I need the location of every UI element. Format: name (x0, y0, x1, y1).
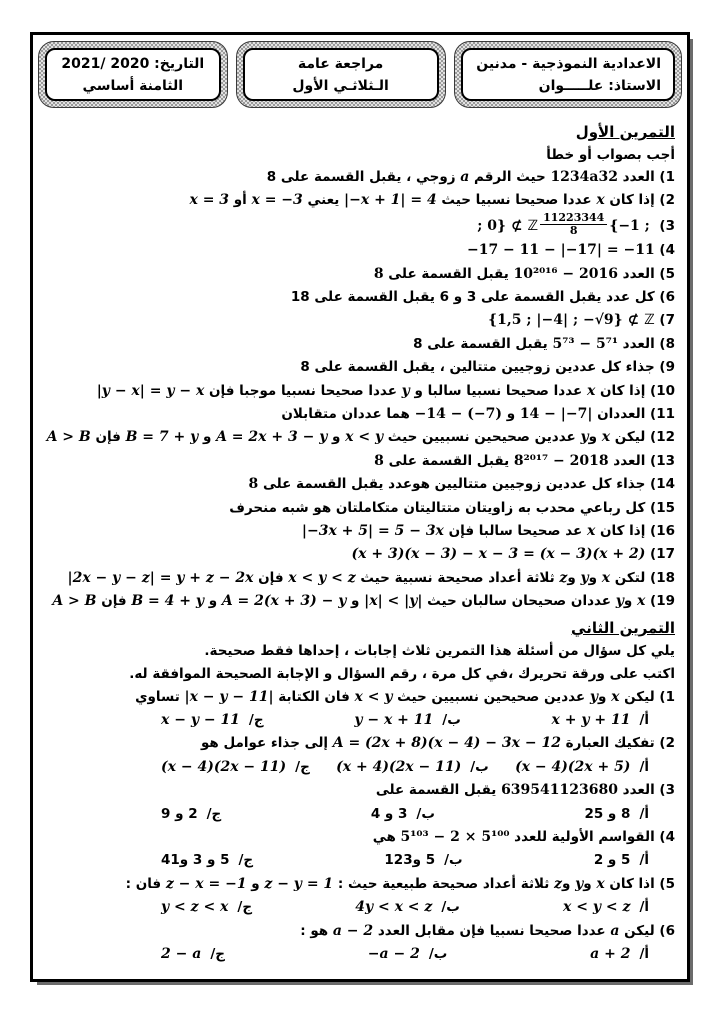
math-segment: 8²⁰¹⁷ − 2018 (513, 452, 609, 469)
text-segment: 11) العددان (592, 405, 675, 422)
option-label: ب/ (444, 852, 463, 869)
text-segment: 19) (645, 593, 675, 610)
text-segment: إلى جذاء عوامل هو (200, 735, 333, 752)
exercise1-item-13 (43, 450, 675, 473)
exercise2-question-1-options (43, 709, 675, 732)
math-segment: |−3x + 5| = 5 − 3x (301, 522, 444, 539)
exercise1-subtitle: أجب بصواب أو خطأ (546, 147, 675, 163)
exercise1-item-15 (43, 497, 675, 520)
text-segment: 5 و123 (384, 852, 436, 869)
text-segment: عددين صحيحين نسبيين حيث (392, 688, 590, 705)
math-segment: x (596, 875, 605, 892)
math-segment: x + y + 11 (551, 712, 631, 728)
math-segment: A > B (52, 593, 97, 610)
math-segment: a (610, 922, 620, 939)
text-segment: هما عددان متقابلان (281, 405, 415, 422)
text-segment: عددا صحيحا نسبيا فإن مقابل العدد (373, 922, 611, 939)
option-label: ب/ (428, 946, 448, 963)
text-segment: و (567, 569, 581, 586)
text-segment: 1) العدد (617, 169, 675, 185)
answer-option (371, 803, 435, 826)
text-segment: 6) ليكن (619, 922, 675, 939)
option-label: أ/ (639, 946, 649, 963)
fraction-numerator: 11223344 (540, 213, 607, 226)
exercise2-questions (43, 686, 675, 967)
option-label: أ/ (639, 758, 649, 775)
exercise2-question-4 (43, 826, 675, 849)
text-segment: 12) ليكن (610, 429, 675, 446)
math-segment: x (601, 569, 611, 586)
math-segment: 2 − a (161, 946, 202, 963)
math-segment: x (586, 382, 596, 399)
math-segment: A = (2x + 8)(x − 4) − 3x − 12 (332, 735, 561, 752)
option-label: ج/ (210, 946, 225, 963)
math-segment: x = 3 (189, 192, 230, 209)
text-segment: يقبل القسمة على (375, 782, 502, 799)
math-segment: x < y (354, 688, 393, 705)
exercise1-item-6 (43, 286, 675, 309)
math-segment: z − y = 1 (264, 875, 334, 892)
text-segment: حيث الرقم (469, 169, 551, 185)
exercise1-item-5 (43, 263, 675, 286)
text-segment: عددا صحيحا نسبيا حيث (436, 192, 597, 209)
answer-option (584, 803, 649, 826)
answer-option (368, 943, 448, 966)
text-segment: 4) القواسم الأولية للعدد (509, 829, 675, 846)
exercise1-item-4 (43, 239, 675, 262)
math-segment: (x + 3)(x − 3) − x − 3 = (x − 3)(x + 2) (351, 546, 646, 563)
math-segment: z (559, 569, 568, 586)
exercise2-question-3-options (43, 803, 675, 826)
answer-option (161, 803, 221, 826)
math-segment: 8 (373, 265, 384, 282)
math-segment: ; 0} ⊄ ℤ (472, 217, 539, 234)
math-segment: x (586, 522, 596, 539)
text-segment: 5) اذا كان (604, 875, 675, 892)
math-segment: |−x + 1| = 4 (344, 192, 437, 209)
exercise1-item-19 (43, 590, 675, 613)
exercise1-item-12 (43, 426, 675, 449)
school-name: الاعدادية النموذجية - مدنين (476, 56, 661, 72)
math-segment: x < y < z (288, 569, 356, 586)
option-label: ب/ (470, 758, 489, 775)
math-segment: {−1 ; (609, 217, 655, 234)
math-segment: a − 2 (332, 922, 374, 939)
exercise1-item-1 (43, 166, 675, 189)
text-segment: عد صحيحا سالبا فإن (443, 522, 587, 539)
math-segment: y (589, 688, 598, 705)
option-label: ج/ (206, 805, 222, 822)
text-segment: 2) إذا كان (604, 192, 675, 209)
option-label: ج/ (248, 712, 264, 728)
answer-option (552, 709, 649, 732)
text-segment: عددين صحيحين نسبيين حيث (383, 429, 581, 446)
math-segment: x (596, 192, 605, 209)
math-segment: 8 (374, 452, 384, 469)
exam-body (33, 112, 687, 966)
exercise1-item-17 (43, 543, 675, 566)
text-segment: و (583, 875, 597, 892)
fraction-denominator: 8 (569, 224, 578, 238)
text-segment: 5) العدد (617, 265, 675, 282)
math-segment: y − x + 11 (354, 712, 434, 728)
text-segment: 6) كل عدد يقبل القسمة على 3 و 6 يقبل القسمة على 18 (290, 288, 675, 305)
exercise1-item-18 (43, 567, 675, 590)
exercise1-item-2 (43, 189, 675, 212)
text-segment: 5 و 3 و41 (161, 852, 230, 869)
math-segment: 5⁷³ − 5⁷¹ (552, 335, 618, 352)
math-segment: A = 2x + 3 − y (216, 429, 328, 446)
text-segment: فان الكتابة (273, 688, 355, 705)
math-segment: (x − 4)(2x − 11) (161, 758, 287, 775)
math-segment: y (575, 875, 584, 892)
math-segment: z (554, 875, 562, 892)
text-segment: فان : (125, 875, 166, 892)
exercise2-instruction-1: يلي كل سؤال من أسئلة هذا التمرين ثلاث إجابات ، إحداها فقط صحيحة. (204, 642, 675, 659)
teacher-name: الاستاذ: علـــــوان (538, 78, 661, 94)
option-label: أ/ (639, 852, 649, 869)
text-segment: 15) كل رباعي محدب به زاويتان متتاليتان متكاملتان هو شبه منحرف (229, 499, 675, 516)
option-label: أ/ (639, 712, 649, 728)
math-segment: 1234a32 (550, 169, 618, 185)
math-segment: |2x − y − z| = y + z − 2x (67, 569, 254, 586)
text-segment: و (502, 405, 520, 422)
text-segment: 10) إذا كان (595, 382, 675, 399)
exercise2-question-5 (43, 873, 675, 896)
text-segment: 16) إذا كان (595, 522, 675, 539)
text-segment: يعني (302, 192, 345, 209)
option-label: ب/ (441, 899, 460, 916)
math-segment: x < y (345, 429, 384, 446)
answer-option (355, 896, 460, 919)
text-segment: و (198, 429, 217, 446)
answer-option (515, 756, 649, 779)
answer-option (161, 756, 310, 779)
exercise1-item-8 (43, 333, 675, 356)
text-segment: 14) جذاء كل عددين زوجيين متتاليين هوعدد يقبل القسمة على (258, 476, 675, 493)
text-segment: 1) ليكن (619, 688, 675, 705)
text-segment: و (246, 875, 265, 892)
text-segment: هي (372, 829, 401, 846)
math-segment: y (580, 569, 589, 586)
answer-option (384, 849, 462, 872)
text-segment: و (562, 875, 576, 892)
option-label: ج/ (237, 899, 253, 916)
exercise2-question-6 (43, 920, 675, 943)
header (33, 35, 687, 112)
exercise2-question-5-options (43, 896, 675, 919)
grade-label: الثامنة أساسي (82, 78, 184, 94)
text-segment: يقبل القسمة على (383, 452, 514, 469)
math-segment: 10²⁰¹⁶ − 2016 (513, 265, 618, 282)
math-segment: (x − 4)(2x + 5) (515, 758, 631, 775)
text-segment: و (346, 593, 365, 610)
exercise1-item-7 (43, 309, 675, 332)
text-segment: و (623, 593, 637, 610)
text-segment: 8) العدد (617, 335, 675, 352)
math-segment: y (401, 382, 410, 399)
trimester-label: الـثلاثـي الأول (292, 78, 389, 94)
text-segment: 8 و 25 (584, 805, 631, 822)
math-segment: 5¹⁰³ − 2 × 5¹⁰⁰ (400, 829, 510, 846)
exercise1-item-9 (43, 356, 675, 379)
text-segment: 3) (654, 217, 675, 234)
text-segment: 2 و 9 (161, 805, 198, 822)
math-segment: A = 2(x + 3) − y (221, 593, 347, 610)
text-segment: يقبل القسمة على 8 (413, 335, 553, 352)
exercise2-title: التمرين الثاني (571, 618, 675, 637)
text-segment: هو : (300, 922, 333, 939)
exercise2-question-2-options (43, 756, 675, 779)
text-segment: أو (229, 192, 252, 209)
math-segment: y < z < x (161, 899, 229, 916)
text-segment: 5 و 2 (593, 852, 631, 869)
text-segment: 9) جذاء كل عددين زوجيين متتالين ، يقبل القسمة على 8 (300, 359, 675, 376)
header-box-school (454, 41, 682, 108)
text-segment: 2) تفكيك العبارة (560, 735, 675, 752)
option-label: ب/ (442, 712, 461, 728)
math-segment: B = 7 + y (125, 429, 199, 446)
math-segment: y (580, 429, 589, 446)
exercise1-item-11 (43, 403, 675, 426)
exercise2-instruction-2: اكتب على ورقة تحريرك ،في كل مرة ، رقم السؤال و الإجابة الصحيحة الموافقة له. (129, 665, 675, 682)
math-segment: 8 (248, 476, 259, 493)
answer-option (161, 943, 225, 966)
answer-option (161, 849, 253, 872)
math-segment: −a − 2 (367, 946, 420, 963)
text-segment: 13) العدد (608, 452, 675, 469)
option-label: ج/ (238, 852, 254, 869)
text-segment: فإن (253, 569, 289, 586)
text-segment: 18) لتكن (610, 569, 675, 586)
text-segment: 4) (654, 242, 675, 259)
review-title: مراجعة عامة (297, 56, 384, 72)
exercise1-lines (43, 166, 675, 614)
math-segment: {1,5 ; |−4| ; −√9} ⊄ ℤ (488, 312, 655, 329)
exercise1-item-16 (43, 520, 675, 543)
exercise2-question-6-options (43, 943, 675, 966)
text-segment: 3 و 4 (370, 805, 408, 822)
text-segment: ثلاثة أعداد صحيحة طبيعية حيث : (333, 875, 555, 892)
text-segment: و (597, 688, 612, 705)
text-segment: 3) العدد (617, 782, 675, 799)
date-label: التاريخ: 2020 /2021 (61, 56, 205, 72)
math-segment: −14 − (−7) (414, 405, 503, 422)
exercise2-question-4-options (43, 849, 675, 872)
text-segment: عددان صحيحان سالبان حيث (422, 593, 616, 610)
math-segment: x < y < z (563, 899, 631, 916)
math-segment: (x + 4)(2x − 11) (336, 758, 462, 775)
math-segment: x (611, 688, 620, 705)
exercise2-question-1 (43, 686, 675, 709)
text-segment: عددا صحيحا نسبيا سالبا و (409, 382, 587, 399)
header-box-review (236, 41, 446, 108)
math-segment: 14 − |−7| (519, 405, 593, 422)
answer-option (590, 943, 649, 966)
exercise1-title: التمرين الأول (575, 123, 675, 141)
math-segment: a (460, 169, 470, 185)
text-segment: 17) (645, 546, 675, 563)
page-frame (30, 32, 690, 982)
math-segment: x (636, 593, 646, 610)
header-box-date (38, 41, 228, 108)
exercise2-question-3 (43, 779, 675, 802)
math-segment: x − y − 11 (161, 712, 240, 728)
math-segment: x (601, 429, 611, 446)
text-segment: ثلاثة أعداد صحيحة نسبية حيث (355, 569, 560, 586)
math-segment: 639541123680 (501, 782, 618, 799)
math-segment: z − x = −1 (165, 875, 247, 892)
option-label: أ/ (639, 899, 649, 916)
text-segment: فإن (90, 429, 126, 446)
exercise1-item-10 (43, 380, 675, 403)
math-segment: B = 4 + y (131, 593, 205, 610)
math-segment: |x − y − 11| (184, 688, 274, 705)
answer-option (563, 896, 649, 919)
exercise2-question-2 (43, 732, 675, 755)
option-label: ب/ (416, 805, 435, 822)
text-segment: و (588, 569, 602, 586)
math-segment: x = −3 (251, 192, 303, 209)
text-segment: فإن (96, 593, 132, 610)
answer-option (354, 709, 460, 732)
option-label: ج/ (295, 758, 310, 775)
text-segment: تساوي (135, 688, 185, 705)
math-segment: a + 2 (590, 946, 631, 963)
text-segment: و (204, 593, 222, 610)
answer-option (161, 709, 264, 732)
text-segment: و (327, 429, 346, 446)
fraction (540, 213, 607, 238)
exercise1-item-3 (43, 213, 675, 239)
answer-option (336, 756, 489, 779)
answer-option (594, 849, 649, 872)
text-segment: عددا صحيحا نسبيا موجبا فإن (204, 382, 402, 399)
math-segment: A > B (46, 429, 91, 446)
math-segment: |y − x| = y − x (96, 382, 205, 399)
math-segment: y (615, 593, 624, 610)
math-segment: 4y < x < z (355, 899, 433, 916)
text-segment: و (588, 429, 602, 446)
text-segment: 7) (654, 312, 675, 329)
math-segment: −17 − 11 − |−17| = −11 (466, 242, 655, 259)
text-segment: يقبل القسمة على (383, 265, 514, 282)
option-label: أ/ (639, 805, 649, 822)
answer-option (161, 896, 252, 919)
exercise1-item-14 (43, 473, 675, 496)
text-segment: زوجي ، يقبل القسمة على 8 (266, 169, 461, 185)
math-segment: |x| < |y| (364, 593, 423, 610)
